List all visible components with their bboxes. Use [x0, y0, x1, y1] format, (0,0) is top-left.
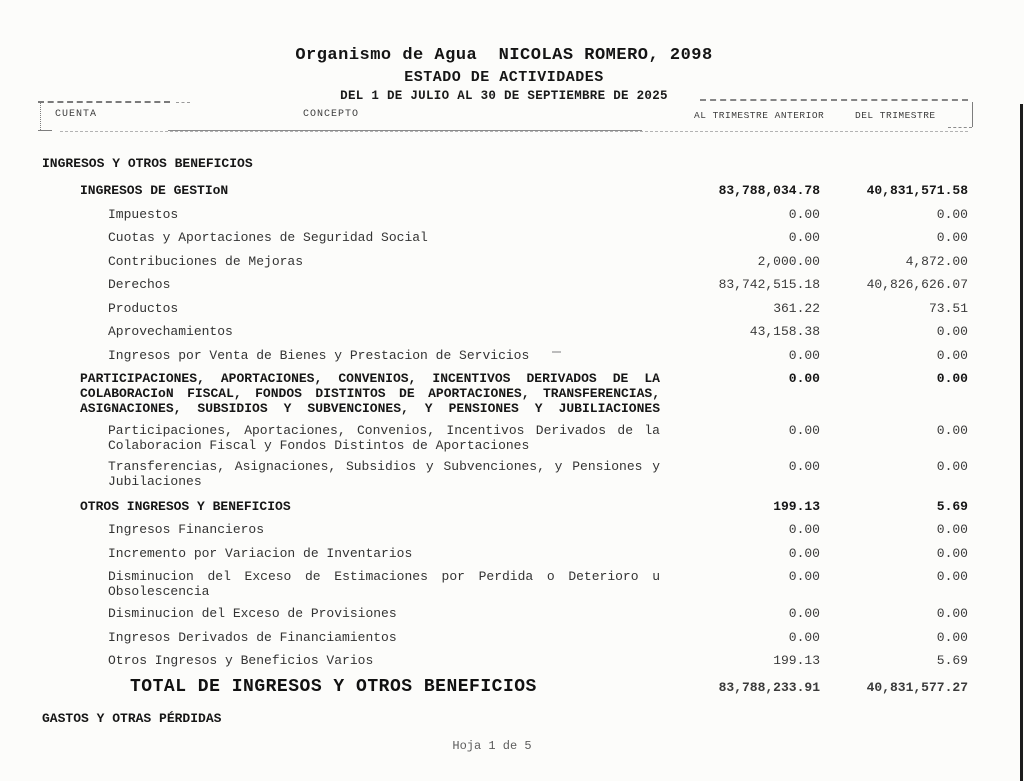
row-label: Cuotas y Aportaciones de Seguridad Social: [108, 230, 428, 245]
row-value-del-trimestre: 0.00: [936, 522, 968, 537]
row-value-del-trimestre: 73.51: [928, 300, 968, 316]
total-label: TOTAL DE INGRESOS Y OTROS BENEFICIOS: [130, 676, 537, 697]
table-row: [42, 423, 968, 453]
row-value-al-trimestre-anterior: 83,788,034.78: [718, 183, 820, 198]
row-label: OTROS INGRESOS Y BENEFICIOS: [80, 499, 291, 514]
row-label: Derechos: [108, 277, 171, 292]
scan-right-bracket-vertical: [972, 102, 973, 127]
section-gastos-y-otras-perdidas: GASTOS Y OTRAS PÉRDIDAS: [42, 710, 222, 726]
row-value-al-trimestre-anterior: 199.13: [773, 499, 820, 514]
row-value-al-trimestre-anterior: 0.00: [788, 606, 820, 621]
table-row: [42, 371, 968, 416]
scan-right-bracket-foot: [948, 127, 972, 128]
scan-dashed-line-top-right: [700, 99, 968, 101]
row-value-al-trimestre-anterior: 0.00: [788, 206, 820, 222]
table-row: [42, 277, 968, 292]
row-value-del-trimestre: 5.69: [936, 499, 968, 514]
row-value-al-trimestre-anterior: 83,742,515.18: [718, 277, 820, 292]
page-number: Hoja 1 de 5: [452, 739, 532, 753]
table-row: [42, 230, 968, 245]
table-row: [42, 522, 968, 537]
table-row: [42, 653, 968, 668]
row-value-al-trimestre-anterior: 0.00: [788, 459, 820, 474]
row-value-al-trimestre-anterior: 0.00: [788, 522, 820, 537]
scan-dashed-line-top-left: [38, 101, 170, 103]
row-value-del-trimestre: 0.00: [936, 371, 968, 386]
row-value-del-trimestre: 0.00: [936, 459, 968, 474]
document-header: [0, 46, 1008, 103]
table-row: [42, 499, 968, 514]
row-label: Productos: [108, 300, 179, 316]
total-value-del-trimestre: 40,831,577.27: [866, 679, 968, 695]
table-row: [42, 348, 968, 363]
row-label: PARTICIPACIONES, APORTACIONES, CONVENIOS, INCENTIVOS DERIVADOS DE LA COLABORACIoN FISCAL, FONDOS DISTINTOS DE APORTACIONES, TRANSFERENCIAS, ASIGNACIONES, SUBSIDIOS Y SUBVENCIONES, Y PENSIONES Y JUBILIACIONES: [80, 371, 660, 416]
scan-page-edge-line: [1020, 104, 1023, 781]
row-value-al-trimestre-anterior: 0.00: [788, 629, 820, 645]
row-label: Disminucion del Exceso de Provisiones: [108, 606, 397, 621]
row-value-del-trimestre: 0.00: [936, 629, 968, 645]
column-header-concepto: CONCEPTO: [303, 109, 360, 120]
row-value-del-trimestre: 0.00: [936, 569, 968, 584]
row-label: Contribuciones de Mejoras: [108, 253, 304, 269]
document-title: Organismo de Agua NICOLAS ROMERO, 2098: [295, 46, 713, 65]
column-header-del-trimestre: DEL TRIMESTRE: [855, 110, 936, 121]
table-row: [42, 546, 968, 561]
row-value-al-trimestre-anterior: 2,000.00: [757, 253, 820, 269]
row-value-al-trimestre-anterior: 0.00: [788, 347, 820, 363]
table-row: [42, 156, 968, 171]
row-label: Ingresos Derivados de Financiamientos: [108, 629, 397, 645]
row-label: Transferencias, Asignaciones, Subsidios y Subvenciones, y Pensiones y Jubilaciones: [108, 459, 660, 489]
row-value-del-trimestre: 0.00: [936, 230, 968, 245]
row-label: Impuestos: [108, 206, 179, 222]
row-value-al-trimestre-anterior: 43,158.38: [749, 324, 820, 339]
column-header-al-trimestre-anterior: AL TRIMESTRE ANTERIOR: [694, 110, 825, 121]
table-row: [42, 183, 968, 198]
row-value-del-trimestre: 4,872.00: [905, 253, 968, 269]
table-row: [42, 459, 968, 489]
row-value-del-trimestre: 0.00: [936, 347, 968, 363]
scan-header-underline-dashed: [60, 131, 968, 132]
row-value-del-trimestre: 0.00: [936, 324, 968, 339]
row-value-al-trimestre-anterior: 0.00: [788, 545, 820, 561]
row-value-del-trimestre: 40,826,626.07: [866, 277, 968, 292]
row-value-al-trimestre-anterior: 199.13: [773, 653, 820, 668]
row-value-al-trimestre-anterior: 0.00: [788, 230, 820, 245]
column-header-cuenta: CUENTA: [55, 109, 98, 120]
row-value-del-trimestre: 0.00: [936, 606, 968, 621]
total-row: [42, 677, 968, 697]
row-label: Ingresos por Venta de Bienes y Prestacion de Servicios: [108, 347, 530, 363]
row-value-al-trimestre-anterior: 361.22: [773, 300, 820, 316]
row-value-al-trimestre-anterior: 0.00: [788, 371, 820, 386]
document-period: DEL 1 DE JULIO AL 30 DE SEPTIEMBRE DE 2025: [340, 89, 668, 103]
row-label: Participaciones, Aportaciones, Convenios, Incentivos Derivados de la Colaboracion Fiscal y Fondos Distintos de Aportaciones: [108, 423, 660, 453]
row-label: Incremento por Variacion de Inventarios: [108, 545, 413, 561]
scan-header-underline-solid: [168, 130, 642, 131]
statement-rows: [42, 156, 968, 726]
row-label: Ingresos Financieros: [108, 522, 265, 537]
row-value-del-trimestre: 0.00: [936, 423, 968, 438]
table-row: [42, 324, 968, 339]
table-row: [42, 254, 968, 269]
total-value-al-trimestre-anterior: 83,788,233.91: [718, 679, 820, 695]
table-row: [42, 630, 968, 645]
table-row: [42, 606, 968, 621]
document-subtitle: ESTADO DE ACTIVIDADES: [404, 69, 604, 86]
row-value-del-trimestre: 40,831,571.58: [866, 183, 968, 198]
row-label: Disminucion del Exceso de Estimaciones por Perdida o Deterioro u Obsolescencia: [108, 569, 660, 599]
scan-dash-fragment: [176, 102, 190, 103]
row-label: Aprovechamientos: [108, 324, 233, 339]
row-value-del-trimestre: 5.69: [936, 653, 968, 668]
scan-left-bracket-vertical: [40, 103, 41, 130]
row-label: INGRESOS Y OTROS BENEFICIOS: [42, 156, 253, 171]
table-row: [42, 301, 968, 316]
row-label: INGRESOS DE GESTIoN: [80, 183, 229, 198]
scan-left-bracket-foot: [38, 130, 52, 131]
row-value-del-trimestre: 0.00: [936, 545, 968, 561]
row-value-del-trimestre: 0.00: [936, 206, 968, 222]
table-row: [42, 207, 968, 222]
row-value-al-trimestre-anterior: 0.00: [788, 423, 820, 438]
row-label: Otros Ingresos y Beneficios Varios: [108, 653, 374, 668]
table-row: [42, 569, 968, 599]
row-value-al-trimestre-anterior: 0.00: [788, 569, 820, 584]
